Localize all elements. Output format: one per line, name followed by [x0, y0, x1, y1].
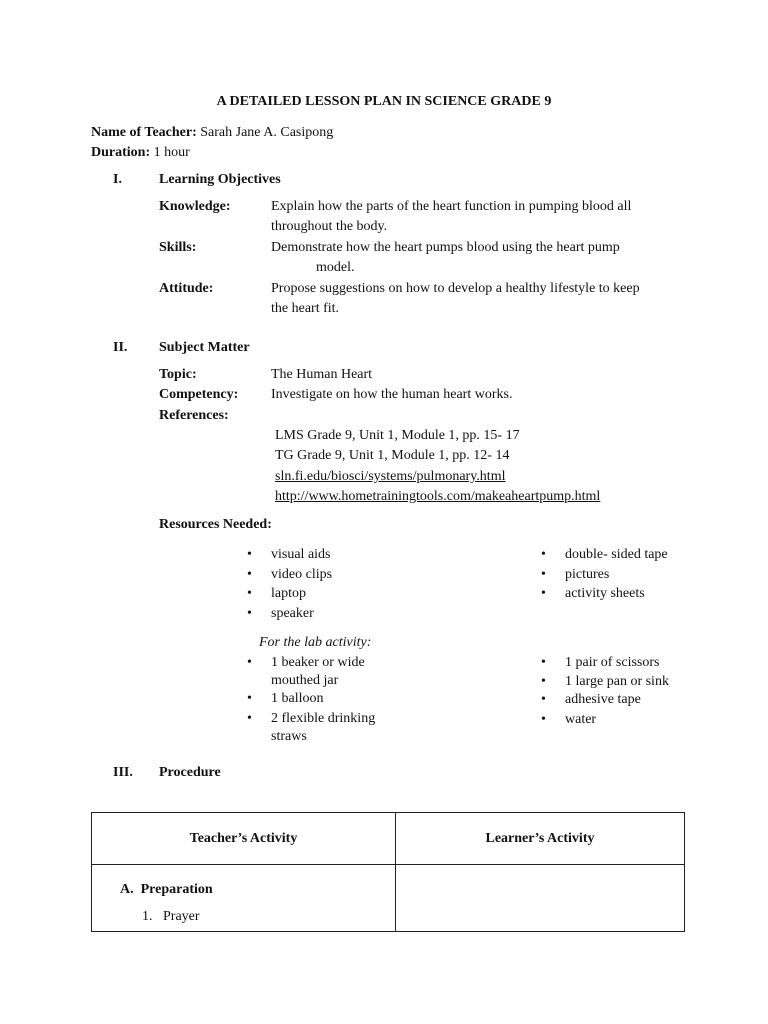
- preparation-heading: A. Preparation: [120, 882, 213, 897]
- topic-value: The Human Heart: [271, 367, 373, 382]
- attitude-label: Attitude:: [159, 281, 214, 296]
- reference-item: LMS Grade 9, Unit 1, Module 1, pp. 15- 17: [275, 428, 520, 443]
- skills-label: Skills:: [159, 240, 197, 255]
- learner-activity-cell: [396, 865, 685, 932]
- section3-heading: Procedure: [159, 765, 221, 780]
- lab-item: • 1 balloon: [271, 689, 324, 709]
- section3-numeral: III.: [113, 765, 133, 780]
- resources-label: Resources Needed:: [159, 517, 272, 532]
- topic-label: Topic:: [159, 367, 197, 382]
- lab-activity-label: For the lab activity:: [259, 635, 372, 650]
- resource-item: • double- sided tape: [565, 545, 668, 565]
- learner-activity-header: Learner’s Activity: [396, 813, 685, 865]
- prayer-item: 1. Prayer: [142, 909, 200, 924]
- lab-item: • water: [565, 710, 596, 730]
- reference-link[interactable]: http://www.hometrainingtools.com/makeaheartpump.html: [275, 489, 601, 504]
- knowledge-label: Knowledge:: [159, 199, 231, 214]
- reference-item: TG Grade 9, Unit 1, Module 1, pp. 12- 14: [275, 448, 510, 463]
- competency-label: Competency:: [159, 387, 239, 402]
- resource-item: • video clips: [271, 565, 332, 585]
- lab-item-continuation: mouthed jar: [271, 673, 339, 688]
- attitude-text-line1: Propose suggestions on how to develop a healthy lifestyle to keep: [271, 281, 640, 296]
- teacher-label: Name of Teacher:: [91, 125, 197, 140]
- section1-numeral: I.: [113, 172, 122, 187]
- page-title: A DETAILED LESSON PLAN IN SCIENCE GRADE 9: [216, 94, 552, 109]
- lab-item: • 1 large pan or sink: [565, 672, 669, 692]
- teacher-name: Sarah Jane A. Casipong: [200, 125, 334, 140]
- table-header-row: [92, 813, 685, 865]
- attitude-text-line2: the heart fit.: [271, 301, 340, 316]
- skills-text-line1: Demonstrate how the heart pumps blood using the heart pump: [271, 240, 620, 255]
- competency-value: Investigate on how the human heart works.: [271, 387, 513, 402]
- teacher-line: [91, 123, 333, 143]
- knowledge-text-line2: throughout the body.: [271, 219, 388, 234]
- section2-heading: Subject Matter: [159, 340, 250, 355]
- lab-item-continuation: straws: [271, 729, 307, 744]
- lab-item: • adhesive tape: [565, 690, 641, 710]
- duration-value: 1 hour: [153, 145, 190, 160]
- resource-item: • visual aids: [271, 545, 331, 565]
- duration-line: [91, 143, 190, 163]
- procedure-table: [91, 812, 685, 932]
- references-label: References:: [159, 408, 229, 423]
- teacher-activity-cell: [92, 865, 396, 932]
- resource-item: • pictures: [565, 565, 609, 585]
- teacher-activity-header: Teacher’s Activity: [92, 813, 396, 865]
- reference-link[interactable]: sln.fi.edu/biosci/systems/pulmonary.html: [275, 469, 506, 484]
- lab-item: • 2 flexible drinking: [271, 709, 375, 729]
- resource-item: • activity sheets: [565, 584, 645, 604]
- knowledge-text-line1: Explain how the parts of the heart function in pumping blood all: [271, 199, 632, 214]
- table-row: [92, 865, 685, 932]
- resource-item: • speaker: [271, 604, 314, 624]
- lab-item: • 1 beaker or wide: [271, 653, 365, 673]
- section1-heading: Learning Objectives: [159, 172, 281, 187]
- resource-item: • laptop: [271, 584, 306, 604]
- section2-numeral: II.: [113, 340, 128, 355]
- skills-text-line2: model.: [316, 260, 355, 275]
- duration-label: Duration:: [91, 145, 151, 160]
- lab-item: • 1 pair of scissors: [565, 653, 660, 673]
